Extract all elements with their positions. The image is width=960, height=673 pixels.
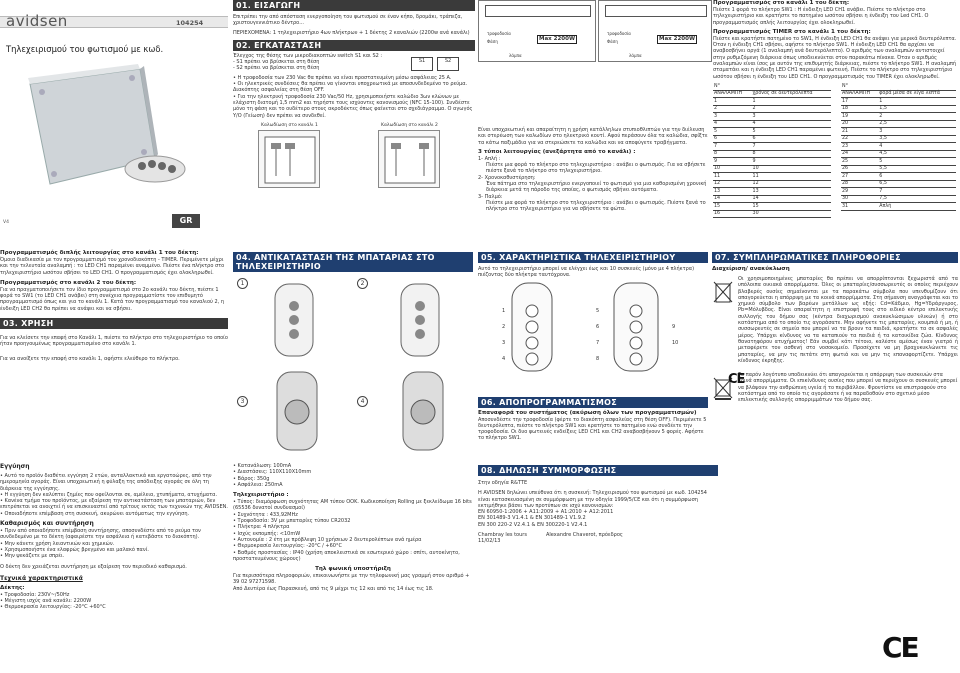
receiver-spec-1: • Τροφοδοσία: 230V~/50Hz xyxy=(0,591,70,598)
heading-intro: 01. ΕΙΣΑΓΩΓΗ xyxy=(233,0,475,11)
table-row: 16 30 xyxy=(713,210,831,218)
gland-note-text: Είναι υποχρεωτική και απαραίτητη η χρήση κατάλληλων στυπιοθλιπτών για την διέλευση και στερέωση των καλωδίων στο ηλεκτρικό κουτί. Αφού περάσουν όλα τα καλώδια, σφίξτε τα κάτω παξιμάδια για να στερεώσετε τα καλώδια και να αποφύγετε τραβήγματα. xyxy=(478,127,708,146)
care-heading: Καθαρισμός και συντήρηση xyxy=(0,520,94,528)
remote-spec-3: • Τροφοδοσία: 3V με μπαταρίες τύπου CR2032 xyxy=(233,518,351,525)
heading-additional-info: 07. ΣΥΜΠΛΗΡΩΜΑΤΙΚΕΣ ΠΛΗΡΟΦΟΡΙΕΣ xyxy=(712,252,958,263)
table-row: 18 1,5 xyxy=(841,105,956,113)
programming-panel xyxy=(713,0,958,217)
receiver-spec-6: • Βάρος: 350g xyxy=(233,475,270,482)
recycling-title: Διαχείριση/ ανακύκλωση xyxy=(712,266,790,272)
cover-title: Τηλεχειρισμού του φωτισμού με κωδ. xyxy=(6,44,164,54)
mode-timer-text: Ένα πάτημα στο τηλεχειριστήριο ενεργοποιεί το φωτισμό για μια καθορισμένη χρονική διάρκεια μετά τη πάροδο της οποίας, ο φωτισμός σβήνει αυτόματα. xyxy=(486,181,707,194)
key-label-1: 1 xyxy=(502,307,506,314)
key-label-5: 5 xyxy=(596,307,600,314)
heading-remote-features: 05. ΧΑΡΑΚΤΗΡΙΣΤΙΚΑ ΤΗΛΕΧΕΙΡΙΣΤΗΡΙΟΥ xyxy=(478,252,708,263)
brand-logo: avidsen xyxy=(6,12,68,30)
wiring-diagrams xyxy=(233,123,475,191)
conformity-text: Η AVIDSEN δηλώνει υπεύθυνα ότι η συσκευή: Τηλεχειρισμού του φωτισμού με κωδ. 104254 είναι κατασκευασμένη σε συμμόρφωση με την οδηγία 1999/5/CE και ότι η συμμόρφωση εκτιμήθηκε βάσει των προτύπων σε ισχύ κανονισμών: xyxy=(478,490,707,509)
care-bullet-1: • Πριν από οποιαδήποτε επέμβαση συντήρησης, αποσυνδέστε από το ρεύμα τον συνδεδεμένο με το δέκτη (αφαιρέστε την ασφάλεια ή κατεβάστε το διακόπτη). xyxy=(0,528,201,541)
ch2-prog-title: Προγραμματισμός στο κανάλι 2 του δέκτη: xyxy=(0,279,137,286)
weee-text: Το παρόν λογότυπο υποδεικνύει ότι απαγορεύεται η απόρριψη των συσκευών στα κοινά απορρίμματα. Οι επικίνδυνες ουσίες που μπορεί να περιέχουν οι συσκευές μπορεί να βλάψουν την ανθρώπινη υγεία ή το περιβάλλον. Φροντίστε να επιστραφούν στο κατάστημα από το οποίο τις αγοράσατε ή να παραδοθούν στο σχετικό μέσο επιλεκτικής συλλογής απορριμμάτων του δήμου σας. xyxy=(738,372,958,404)
table-row: 20 2,5 xyxy=(841,120,956,128)
switch-text: Έλεγχος της θέσης των μικροδιακοπτών switch S1 και S2 : - S1 πρέπει να βρίσκεται στη θέση - S2 πρέπει να βρίσκεται στη θέση xyxy=(233,52,383,72)
language-badge: GR xyxy=(172,214,200,228)
key-label-3: 3 xyxy=(502,339,506,346)
table-row: 10 10 xyxy=(713,165,831,173)
remote-spec-8: • Βαθμός προστασίας : IP40 (χρήση αποκλειστικά σε εσωτερικό χώρο : σπίτι, αυτοκίνητο, προστατευμένους χώρους) xyxy=(233,549,460,562)
heading-conformity: 08. ΔΗΛΩΣΗ ΣΥΜΜΟΡΦΩΣΗΣ xyxy=(478,465,718,476)
timer-table-left: N° ΑΝΑΛΑΜΠΗ χρόνος σε δευτερόλεπτα 1 1 2 2 3 3 4 4 5 5 6 6 7 7 8 8 9 9 10 10 11 11 12 12 13 13 14 14 15 15 16 30 xyxy=(713,83,831,219)
remote-spec-4: • Πλήκτρα: 4 πλήκτρα xyxy=(233,524,290,531)
table-row: 28 6,5 xyxy=(841,180,956,188)
key-label-8: 8 xyxy=(596,355,600,362)
s1-label: S1 xyxy=(418,57,426,64)
table-row: 13 13 xyxy=(713,188,831,196)
table-row: 1 1 xyxy=(713,98,831,106)
table-row: 30 7,5 xyxy=(841,195,956,203)
table-row: 7 7 xyxy=(713,143,831,151)
mode-pulse-title: 3- Παλμό: xyxy=(478,193,503,200)
care-bullet-2: • Μην κάνετε χρήση λειαντικών και χημικών. xyxy=(0,540,115,547)
conformity-standards: EN 60950-1:2006 + A11:2009 + A1:2010 + A12:2011 EN 301489-3 V1.4.1 & EN 301489-1 V1.9.2 EN 300 220-2 V2.4.1 & EN 300220-1 V2.4.1 xyxy=(478,509,614,528)
version-label: V4 xyxy=(3,220,9,225)
care-bullet-4: • Μην ψεκάζετε με σπρέι. xyxy=(0,553,65,560)
section-remote-features xyxy=(478,252,708,442)
key-label-7: 7 xyxy=(596,339,600,346)
receiver-spec-4: • Κατανάλωση: 100mA xyxy=(233,463,292,469)
table-row: 23 4 xyxy=(841,143,956,151)
dip-switch-s2 xyxy=(437,57,459,71)
heading-use: 03. ΧΡΗΣΗ xyxy=(0,318,228,329)
key-label-4: 4 xyxy=(502,355,506,362)
mode-timer-title: 2- Χρονοκαθυστέρηση: xyxy=(478,174,536,181)
lamp-label-1: λάμπα xyxy=(509,53,522,58)
battery-step-1: 1 xyxy=(237,278,347,362)
battery-step-2: 2 xyxy=(357,278,469,362)
pulse-prog-text: Όμοια διαδικασία με τον προγραμματισμό του χρονοδιακόπτη - TIMER. Περιμένετε μέχρι και την τελευταία αναλαμπή : το LED CH1 παραμένει αναμμένο. Πιέστε ένα πλήκτρο στο τηλεχειριστήριο ωσότου σβήσει το LED CH1. Ο προγραμματισμός έχει ολοκληρωθεί. xyxy=(0,257,225,276)
table-row: 8 8 xyxy=(713,150,831,158)
ce-mark: CE xyxy=(882,631,918,664)
table-row: 24 4,5 xyxy=(841,150,956,158)
prog-timer-title: Προγραμματισμός TIMER στο κανάλι 1 του δέκτη: xyxy=(713,28,871,35)
table-row: 11 11 xyxy=(713,173,831,181)
supply-label-1: τροφοδοσία xyxy=(487,31,511,36)
table-row: 25 5 xyxy=(841,158,956,166)
table-row: 9 9 xyxy=(713,158,831,166)
table-row: 15 15 xyxy=(713,203,831,211)
battery-step-4: 4 xyxy=(357,370,469,454)
wiring-ch1-diagram xyxy=(258,130,320,188)
table-row: 27 6 xyxy=(841,173,956,181)
prog-simple-text: Πιέστε 1 φορά το πλήκτρο SW1 : Η ένδειξη LED CH1 ανάβει. Πιέστε το πλήκτρο στο τηλεχειριστήριο και κρατήστε το πατημένο ωσότου σβήσει η ένδειξη του Led CH1. Ο προγραμματισμός απλής λειτουργίας έχει ολοκληρωθεί. xyxy=(713,7,929,26)
timer-tables xyxy=(713,83,958,217)
care-note: Ο δέκτη δεν χρειάζεται συντήρηση με εξαίρεση τον περιοδικό καθαρισμό. xyxy=(0,563,187,570)
supply-label-2: τροφοδοσία xyxy=(607,31,631,36)
remote-key-diagrams xyxy=(478,281,708,375)
cover-panel xyxy=(0,0,228,228)
install-bullets xyxy=(233,75,475,119)
table-row: 2 2 xyxy=(713,105,831,113)
bullet-cable: • Για την ηλεκτρική τροφοδοσία 230 Vac/50 Hz, χρησιμοποιήστε καλώδιο 3ων κλώνων με ελάχιστη διατομή 1,5 mm2 και τηρήστε τους ισχύοντες κανονισμούς (NFC 15-100). Συνδέστε μόνο τη φάση και το ουδέτερο στους ακροδέκτες όπως φαίνεται στο σχεδιάγραμμα. Ο αγωγός Υ/Ο (Γείωση) δεν πρέπει να συνδεθεί. xyxy=(233,93,473,119)
hotline-heading: Τηλ φωνική υποστήριξη xyxy=(315,566,391,573)
intro-text: Επιτρέπει την από απόσταση ενεργοποίηση του φωτισμού σε έναν κήπο, δρομάκι, τράπεζα, χριστουγεννιάτικο δέντρο... xyxy=(233,14,463,27)
specs-heading: Τεχνικά χαρακτηριστικά xyxy=(0,574,83,582)
model-number: 104254 xyxy=(176,19,204,27)
table-row: 5 5 xyxy=(713,128,831,136)
table-row: 21 3 xyxy=(841,128,956,136)
heading-reset: 06. ΑΠΟΠΡΟΓΡΑΜΜΑΤΙΣΜΟΣ xyxy=(478,397,708,408)
key-label-2: 2 xyxy=(502,323,506,330)
battery-bin-icon xyxy=(712,278,734,304)
wiring-ch2-diagram xyxy=(378,130,440,188)
table-row: 3 3 xyxy=(713,113,831,121)
section-conformity xyxy=(478,465,718,552)
conformity-intro: Στην οδηγία R&TTE xyxy=(478,480,528,486)
timer-table-right: N° ΑΝΑΛΑΜΠΗ φορά μέσα σε λίγα λεπτά 17 1 18 1,5 19 2 20 2,5 21 3 22 3,5 23 4 24 4,5 25 5 26 5,5 27 6 28 6,5 29 7 30 7,5 31 Απλή xyxy=(841,83,956,211)
schematic-ch2 xyxy=(598,0,712,62)
section-additional-info xyxy=(712,252,958,404)
table-row: 29 7 xyxy=(841,188,956,196)
mode-pulse-text: Πιέστε μια φορά το πλήκτρο στο τηλεχειριστήριο : ανάβει ο φωτισμός. Πιέστε ξανά το πλήκτρο στο τηλεχειριστήριο για να σβήσετε τα φώτα. xyxy=(486,199,706,213)
phase-label-2: Φάση xyxy=(607,39,618,44)
s2-label: S2 xyxy=(444,57,452,64)
care-bullet-3: • Χρησιμοποιήστε ένα ελαφρώς βρεγμένο και μαλακό πανί. xyxy=(0,546,149,553)
ce-mark-small: CE xyxy=(728,372,745,387)
pulse-prog-title: Προγραμματισμός διπλής λειτουργίας στο κανάλι 1 του δέκτη: xyxy=(0,250,199,256)
reset-text: Αποσυνδέστε την τροφοδοσία (φέρτε το διακόπτη ασφαλείας στη θέση OFF). Περιμένετε 5 δευτερόλεπτα, πιέστε το πλήκτρο SW1 και κρατήστε το πατημένο ενώ συνδέετε την τροφοδοσία. Οι δυο φωτεινές ενδείξεις LED CH1 και CH2 αναβοσβήνουν 5 φορές. Αφήστε το πλήκτρο SW1. xyxy=(478,416,707,442)
conformity-place-date: Chambray les tours 11/02/13 xyxy=(478,532,527,545)
reset-title: Επαναφορά του συστήματος (ακύρωση όλων των προγραμματισμών) xyxy=(478,409,697,416)
section-specs-continued xyxy=(233,463,473,592)
remote-photo xyxy=(120,150,190,188)
section-battery xyxy=(233,252,473,456)
table-row: 22 3,5 xyxy=(841,135,956,143)
wiring-ch2-caption: Καλωδίωση στο κανάλι 2 xyxy=(381,122,438,128)
key-label-9: 9 xyxy=(672,323,676,330)
receiver-spec-7: • Ασφάλεια: 250mA xyxy=(233,481,283,488)
lamp-label-2: λάμπα xyxy=(629,53,642,58)
heading-battery: 04. ΑΝΤΙΚΑΤΑΣΤΑΣΗ ΤΗΣ ΜΠΑΤΑΡΙΑΣ ΣΤΟ ΤΗΛΕΧΕΙΡΙΣΤΗΡΙΟ xyxy=(233,252,473,272)
table-row: 12 12 xyxy=(713,180,831,188)
receiver-spec-5: • Διαστάσεις: 110X110X10mm xyxy=(233,469,312,476)
remote-spec-5: • Ισχύς εκπομπής: <10mW xyxy=(233,530,301,537)
warranty-bullet-1: • Αυτό το προϊόν διαθέτει εγγύηση 2 ετών, ανταλλακτικά και εργατοώρες, από την ημερομηνία αγοράς. Είναι υποχρεωτική η φύλαξη της απόδειξης αγοράς σε όλη τη διάρκεια της εγγύησης. xyxy=(0,473,212,492)
conformity-signatory: Alexandre Chaverot, πρόεδρος xyxy=(546,532,623,539)
heading-install: 02. ΕΓΚΑΤΑΣΤΑΣΗ xyxy=(233,40,475,51)
remote-specs-label: Τηλεχειριστήριο : xyxy=(233,492,289,499)
bullet-fuse: • Η τροφοδοσία των 230 Vac θα πρέπει να είναι προστατευμένη μέσω ασφάλειας 25 A. xyxy=(233,74,452,81)
warranty-bullet-3: • Κανένα τμήμα του προϊόντος, με εξαίρεση την αντικατάσταση των μπαταριών, δεν επιτρέπεται να ανοιχτεί ή να επισκευαστεί από τρίτους εκτός των τεχνικών της AVIDSEN. xyxy=(0,498,228,511)
section-intro xyxy=(233,0,475,191)
warranty-bullet-2: • Η εγγύηση δεν καλύπτει ζημίες που οφείλονται σε, αμέλεια, χτυπήματα, ατυχήματα. xyxy=(0,491,218,498)
phase-label-1: Φάση xyxy=(487,39,498,44)
dip-switch-s1 xyxy=(411,57,433,71)
ch2-prog-text: Για να πραγματοποιήσετε τον ίδιο προγραμματισμό στο 2ο κανάλι του δέκτη, πιέστε 1 φορά το SW1 (το LED CH1 ανάβει) στη συνέχεια προγραμματίστε τον επιθυμητό προγραμματισμό όπως και για το κανάλι 1. Κατά τον προγραμματισμό του καναλιού 2, η ένδειξη LED CH2 θα πρέπει να ανάψει και να σβήσει. xyxy=(0,286,225,312)
warranty-heading: Εγγύηση xyxy=(0,463,30,470)
mode-simple-title: 1- Απλή : xyxy=(478,155,501,162)
receiver-specs-label: Δέκτης: xyxy=(0,584,25,591)
table-row: 4 4 xyxy=(713,120,831,128)
use-text-open: Για να ανοίξετε την επαφή στο κανάλι 1, αφήστε ελεύθερο το πλήκτρο. xyxy=(0,355,180,362)
hotline-text: Για περισσότερα πληροφοριών, επικοινωνήστε με την τηλεφωνική μας γραμμή στον αριθμό + 39 02 97271598. Από Δευτέρα έως Παρασκευή, από τις 9 μέχρι τις 12 και από τις 14 έως τις 18. xyxy=(233,573,470,592)
max-power-label-1: Max 2200W xyxy=(537,35,577,44)
mode-simple-text: Πιέστε μια φορά το πλήκτρο στο τηλεχειριστήριο : ανάβει ο φωτισμός. Για να σβήσετε πιέστε ξανά το πλήκτρο στο τηλεχειριστήριο. xyxy=(486,162,706,175)
recycling-text: Οι χρησιμοποιημένες μπαταρίες θα πρέπει να απορρίπτονται ξεχωριστά από τα υπόλοιπα οικιακά απορρίμματα. Όλες οι μπαταρίες/συσσωρευτές οι οποίες περιέχουν βλαβερές ουσίες σημαίνονται με τα παρακάτω σύμβολα που υπενθυμίζουν ότι απαγορεύεται η απόρριψη με τα κοινά απορρίμματα. Στη σήμανση αναγράφεται και το χημικό σύμβολο των βαρέων μετάλλων ως εξής: Cd=Κάδμιο, Hg=Υδράργυρος, Pb=Μόλυβδος. Είναι απαραίτητη η επιστροφή τους στο ειδικό κέντρο επιλεκτικής συλλογής του δήμου σας (κέντρα διαχωρισμού ανακυκλώσιμων υλικών) ή στο κατάστημα από το οποίο τις αγοράσατε. Μην αφήνετε τις μπαταρίες, κουμπιά ή μη, ή συσσωρευτές σε σημεία που μπορεί να τα βρουν τα παιδιά, κρατήστε τα σε ασφαλές μέρος. Υπάρχει κίνδυνος να τα καταπιούν τα παιδιά ή τα κατοικίδια ζώα. Κίνδυνος θανατηφόρου ατυχήματος! Εάν συμβεί κάτι τέτοιο, καλέστε αμέσως έναν γιατρό ή μεταφέρετε τον ασθενή στο νοσοκομείο. Προσέχετε να μη βραχυκυκλώνετε τις μπαταρίες, να μην τις πετάτε στη φωτιά και να μην τις επαναφορτίζετε. Υπάρχει κίνδυνος έκρηξης. xyxy=(738,276,958,364)
section-warranty xyxy=(0,463,228,611)
prog-simple-title: Προγραμματισμός στο κανάλι 1 του δέκτη: xyxy=(713,0,850,6)
remote-spec-7: • Θερμοκρασία λειτουργίας: -20°C / +60°C xyxy=(233,543,342,550)
table-row: 31 Απλή xyxy=(841,203,956,211)
modes-title: 3 τύποι λειτουργίας (ανεξάρτητα από το κανάλι) : xyxy=(478,148,636,155)
receiver-spec-2: • Μέγιστη ισχύς ανά κανάλι: 2200W xyxy=(0,598,92,605)
bullet-power-off: • Οι ηλεκτρικές συνδέσεις θα πρέπει να γίνονται υποχρεωτικά με αποσυνδεδεμένο το ρεύμα. Διακόπτης ασφαλείας στη θέση OFF. xyxy=(233,81,468,94)
table-row: 19 2 xyxy=(841,113,956,121)
contents-text: ΠΕΡΙΕΧΟΜΕΝΑ: 1 τηλεχειριστήριο 4ων πλήκτρων + 1 δέκτης 2 καναλιών (2200w ανά κανάλι) xyxy=(233,29,470,36)
remote-spec-1: • Τύπος: διαμόρφωση συχνότητας AM τύπου OOK. Κωδικοποίηση Rolling με ξεκλείδωμα 16 bits (65536 δυνατοί συνδυασμοί) xyxy=(233,499,472,512)
wiring-ch1-caption: Καλωδίωση στο κανάλι 1 xyxy=(261,122,318,128)
remote-spec-2: • Συχνότητα : 433,92MHz xyxy=(233,511,298,518)
key-label-6: 6 xyxy=(596,323,600,330)
cable-gland-note xyxy=(478,127,710,213)
schematic-ch1 xyxy=(478,0,596,62)
remote-features-text: Αυτό το τηλεχειριστήριο μπορεί να ελέγχει έως και 10 συσκευές (μόνο με 4 πλήκτρα) πιέζοντας δύο πλήκτρα ταυτόχρονα. xyxy=(478,266,695,279)
table-row: 14 14 xyxy=(713,195,831,203)
prog-timer-text: Πιέστε και κρατήστε πατημένο το SW1, Η ένδειξη LED CH1 θα ανάψει για μερικά δευτερόλεπτα. Όταν η ένδειξη CH1 σβήσει, αφήστε το πλήκτρο SW1. Η ένδειξη LED CH1 θα αρχίσει να αναβοσβήνει αργά (1 αναλαμπή ανά δευτερόλεπτο). Ο αριθμός των αναλαμπών αντιστοιχεί στην ρυθμιζόμενη διάρκεια όπως υποδεικνύεται στον παρακάτω πίνακα. Όταν ο αριθμός αναλαμπών είναι ίσος με αυτόν της επιθυμητής διάρκειας, πιέστε το πλήκτρο SW1. Η αναλαμπή σταματάει και η ένδειξη LED CH1 παραμένει φωτεινή. Πιέστε το πλήκτρο στο τηλεχειριστήριο ωσότου σβήσει η ένδειξη του LED CH1. Ο προγραμματισμός του TIMER έχει ολοκληρωθεί. xyxy=(713,35,957,80)
table-row: 17 1 xyxy=(841,98,956,106)
max-power-label-2: Max 2200W xyxy=(657,35,697,44)
use-text-close: Για να κλείσετε την επαφή στο Κανάλι 1, πιέστε το πλήκτρο στο τηλεχειριστήριο το οποίο ήταν προηγουμένως προγραμματισμένο στο κανάλι 1. xyxy=(0,335,228,348)
left-mid-column xyxy=(0,250,228,362)
remote-spec-6: • Αυτονομία : 2 έτη με πρόβλεψη 10 χρήσεων 2 δευτερολέπτων ανά ημέρα xyxy=(233,536,422,543)
battery-step-3: 3 xyxy=(237,370,347,454)
receiver-spec-3: • Θερμοκρασία λειτουργίας: -20°C +60°C xyxy=(0,604,106,611)
table-row: 6 6 xyxy=(713,135,831,143)
warranty-bullet-4: • Οποιαδήποτε επέμβαση στη συσκευή, ακυρώνει αυτόματως την εγγύηση. xyxy=(0,510,190,517)
table-row: 26 5,5 xyxy=(841,165,956,173)
key-label-10: 10 xyxy=(672,339,679,346)
